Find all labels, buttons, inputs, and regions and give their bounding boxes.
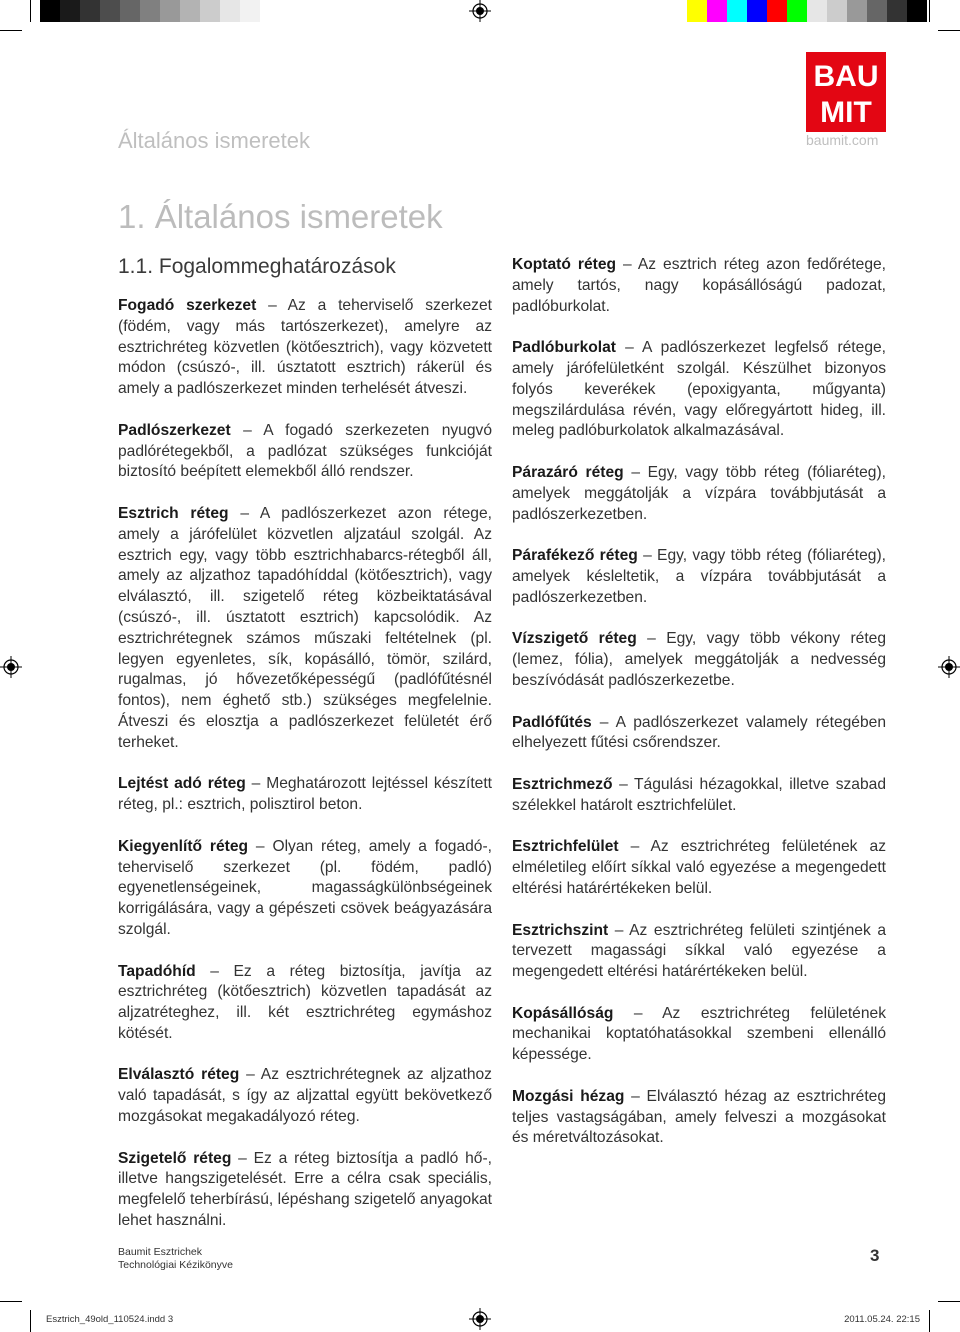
definition-term: Padlóburkolat [512,339,616,357]
definition-entry [118,296,492,400]
right-column [512,255,886,1170]
definition-text: – Egy, vagy több réteg (fóliaréteg), amelyek késleltetik, a vízpára továbbjutását a padlószerkezetben. [512,547,886,606]
definition-entry [118,837,492,941]
color-swatch [200,0,220,22]
definition-entry [118,774,492,816]
definition-term: Koptató réteg [512,256,617,273]
color-swatch [100,0,120,22]
color-swatch [867,0,887,22]
trim-mark [0,1301,22,1302]
color-swatch [160,0,180,22]
definition-text: – Az esztrichrétegnek az aljzathoz való tapadását, s így az aljzattal együtt bekövetkező mozgásokat megakadályozó réteg. [118,1066,492,1126]
definition-term: Esztrichszint [512,921,609,939]
color-swatch [40,0,60,22]
color-swatch [180,0,200,22]
color-swatch [827,0,847,22]
definition-term: Padlófűtés [512,713,592,731]
trim-mark [30,1310,31,1332]
trim-mark [938,1301,960,1302]
definition-entry [512,546,886,608]
definition-entry [118,962,492,1045]
trim-mark [929,1310,930,1332]
slug-file-name: Esztrich_49old_110524.indd 3 [46,1314,174,1325]
footer-line-1: Baumit Esztrichek [118,1246,203,1258]
definition-entry [118,504,492,754]
definition-text: – A padlószerkezet valamely rétegében elhelyezett fűtési csőrendszer. [512,713,886,752]
definition-entry [512,837,886,899]
color-swatch [60,0,80,22]
color-swatch [847,0,867,22]
definition-entry [512,255,886,317]
definition-entry [118,421,492,483]
definition-text: – Az esztrich réteg azon fedőrétege, amely tartós, nagy kopásállóságú padozat, padlóburkolat. [512,256,887,315]
definition-term: Padlószerkezet [118,421,231,439]
definition-text: – Tágulási hézagokkal, illetve szabad szélekkel határolt esztrichfelület. [512,775,886,814]
baumit-logo [806,52,886,132]
definition-entry [512,629,886,691]
registration-mark-icon [469,1308,491,1330]
trim-mark [30,0,31,22]
definition-term: Kiegyenlítő réteg [118,837,249,855]
slug-date: 2011.05.24. 22:15 [844,1314,920,1325]
running-header-title: Általános ismeretek [118,128,310,153]
definition-term: Kopásállóság [512,1004,614,1022]
definition-term: Tapadóhíd [118,962,196,980]
definition-term: Lejtést adó réteg [118,775,246,793]
definition-text: – Ez a réteg biztosítja, javítja az esztrichréteg (kötőesztrich) közvetlen tapadását az aljzatréteghez, ill. két esztrichréteg egymáshoz kötését. [118,962,492,1042]
registration-mark-icon [0,656,22,678]
definition-entry [512,463,886,525]
chapter-heading: 1. Általános ismeretek [118,198,443,235]
definition-text: – Egy, vagy több vékony réteg (lemez, fólia), amelyek meggátolják a nedvesség beszívódását padlószerkezetbe. [512,630,886,689]
definition-text: – Az a teherviselő szerkezet (födém, vagy más tartószerkezet), amelyre az esztrichréteg közvetlen (kötőesztrich), vagy közvetett módon (csúszó-, ill. úsztatott esztrich) rákerül és amely a padlószerkezet minden terhelését átveszi. [118,297,492,398]
definition-text: – A padlószerkezet azon rétege, amely a járófelület közvetlen aljzatául szolgál. Az esztrich egy, vagy több esztrichhabarcs-rétegből áll, amely az aljzathoz tapadóhíddal (kötőesztrich), vagy elválasztó, ill. szigetelő réteg közbeiktatásával (csúszó-, ill. úsztatott esztrich) kapcsolódik. Az esztrichrétegnek számos műszaki feltételnek (pl. legyen egyenletes, sík, kopásálló, tömör, szilárd, rugalmas, jó hővezetőképességű (padlófűtésnél fontos), nem éghető stb.) szükséges megfelelnie. Átveszi és elosztja a padlószerkezet felületét érő terheket. [118,504,492,751]
definition-text: – Ez a réteg biztosítja a padló hő-, illetve hangszigetelését. Erre a célra csak speciális, megfelelő teherbírású, lépéshang szigetelő anyagokat lehet használni. [118,1149,492,1230]
color-swatch [727,0,747,22]
left-column [118,296,492,1253]
definition-text: – Az esztrichréteg felületi szintjének a tervezett magassági síkkal való egyezése a megengedett eltérési határértékeken belül. [512,921,886,981]
definition-term: Esztrichmező [512,775,613,793]
color-swatch [907,0,927,22]
logo-line-1: BAU [813,60,879,93]
definition-entry [512,713,886,755]
definition-entry [512,775,886,817]
color-swatch [787,0,807,22]
trim-mark [929,0,930,22]
logo-line-2: MIT [820,96,872,129]
color-swatch [140,0,160,22]
color-swatch [687,0,707,22]
footer-line-2: Technológiai Kézikönyve [118,1258,233,1271]
process-color-bar [687,0,927,22]
definition-entry [512,921,886,983]
color-swatch [220,0,240,22]
section-heading: 1.1. Fogalommeghatározások [118,255,396,278]
definition-text: – Olyan réteg, amely a fogadó-, teherviselő szerkezet (pl. födém, padló) egyenetlenségeinek, magasságkülönbségeinek korrigálására, vagy a gépészeti csövek beágyazására szolgál. [118,837,492,938]
logo-url: baumit.com [806,132,879,148]
footer-book-title [118,1246,233,1271]
definition-term: Fogadó szerkezet [118,297,257,314]
trim-mark [938,30,960,31]
color-swatch [707,0,727,22]
definition-entry [512,1087,886,1149]
color-swatch [747,0,767,22]
definition-entry [118,1149,492,1232]
color-swatch [887,0,907,22]
color-swatch [80,0,100,22]
definition-entry [512,1004,886,1066]
color-swatch [260,0,280,22]
definition-term: Szigetelő réteg [118,1149,232,1167]
color-swatch [807,0,827,22]
definition-text: – Az esztrichréteg felületének mechanikai koptatóhatásokkal szembeni ellenálló képessége. [512,1004,886,1064]
page-number: 3 [870,1246,880,1265]
definition-term: Vízszigető réteg [512,630,637,648]
color-swatch [120,0,140,22]
definition-text: – A fogadó szerkezeten nyugvó padlórétegekből, a padlózat szükséges funkcióját biztosító beépített elemekből álló rendszer. [118,421,492,481]
definition-term: Esztrich réteg [118,504,229,522]
definition-text: – Elválasztó hézag az esztrichréteg teljes vastagságában, amely felveszi a mozgásokat és méretváltozásokat. [512,1087,886,1147]
definition-text: – Egy, vagy több réteg (fóliaréteg), amelyek meggátolják a vízpára továbbjutását a padlószerkezetben. [512,463,886,523]
definition-term: Elválasztó réteg [118,1066,240,1084]
color-swatch [767,0,787,22]
definition-term: Esztrichfelület [512,838,619,856]
definition-term: Párafékező réteg [512,547,638,565]
definition-term: Mozgási hézag [512,1087,625,1105]
definition-entry [512,338,886,442]
definition-entry [118,1065,492,1127]
registration-mark-icon [469,0,491,22]
registration-mark-icon [938,656,960,678]
definition-text: – A padlószerkezet legfelső rétege, amely járófelületként szolgál. Készülhet bizonyos folyós keverékek (epoxigyanta, műgyanta) megszilárdulása révén, vagy előregyártott hideg, ill. meleg padlóburkolatok alkalmazásával. [512,339,886,440]
grayscale-color-bar [40,0,280,22]
definition-term: Párazáró réteg [512,463,624,481]
definition-text: – Az esztrichréteg felületének az elméletileg előírt síkkal való egyezése a megengedett eltérési határértékeken belül. [512,838,886,897]
definition-text: – Meghatározott lejtéssel készített réteg, pl.: esztrich, polisztirol beton. [118,775,493,814]
trim-mark [0,30,22,31]
color-swatch [240,0,260,22]
